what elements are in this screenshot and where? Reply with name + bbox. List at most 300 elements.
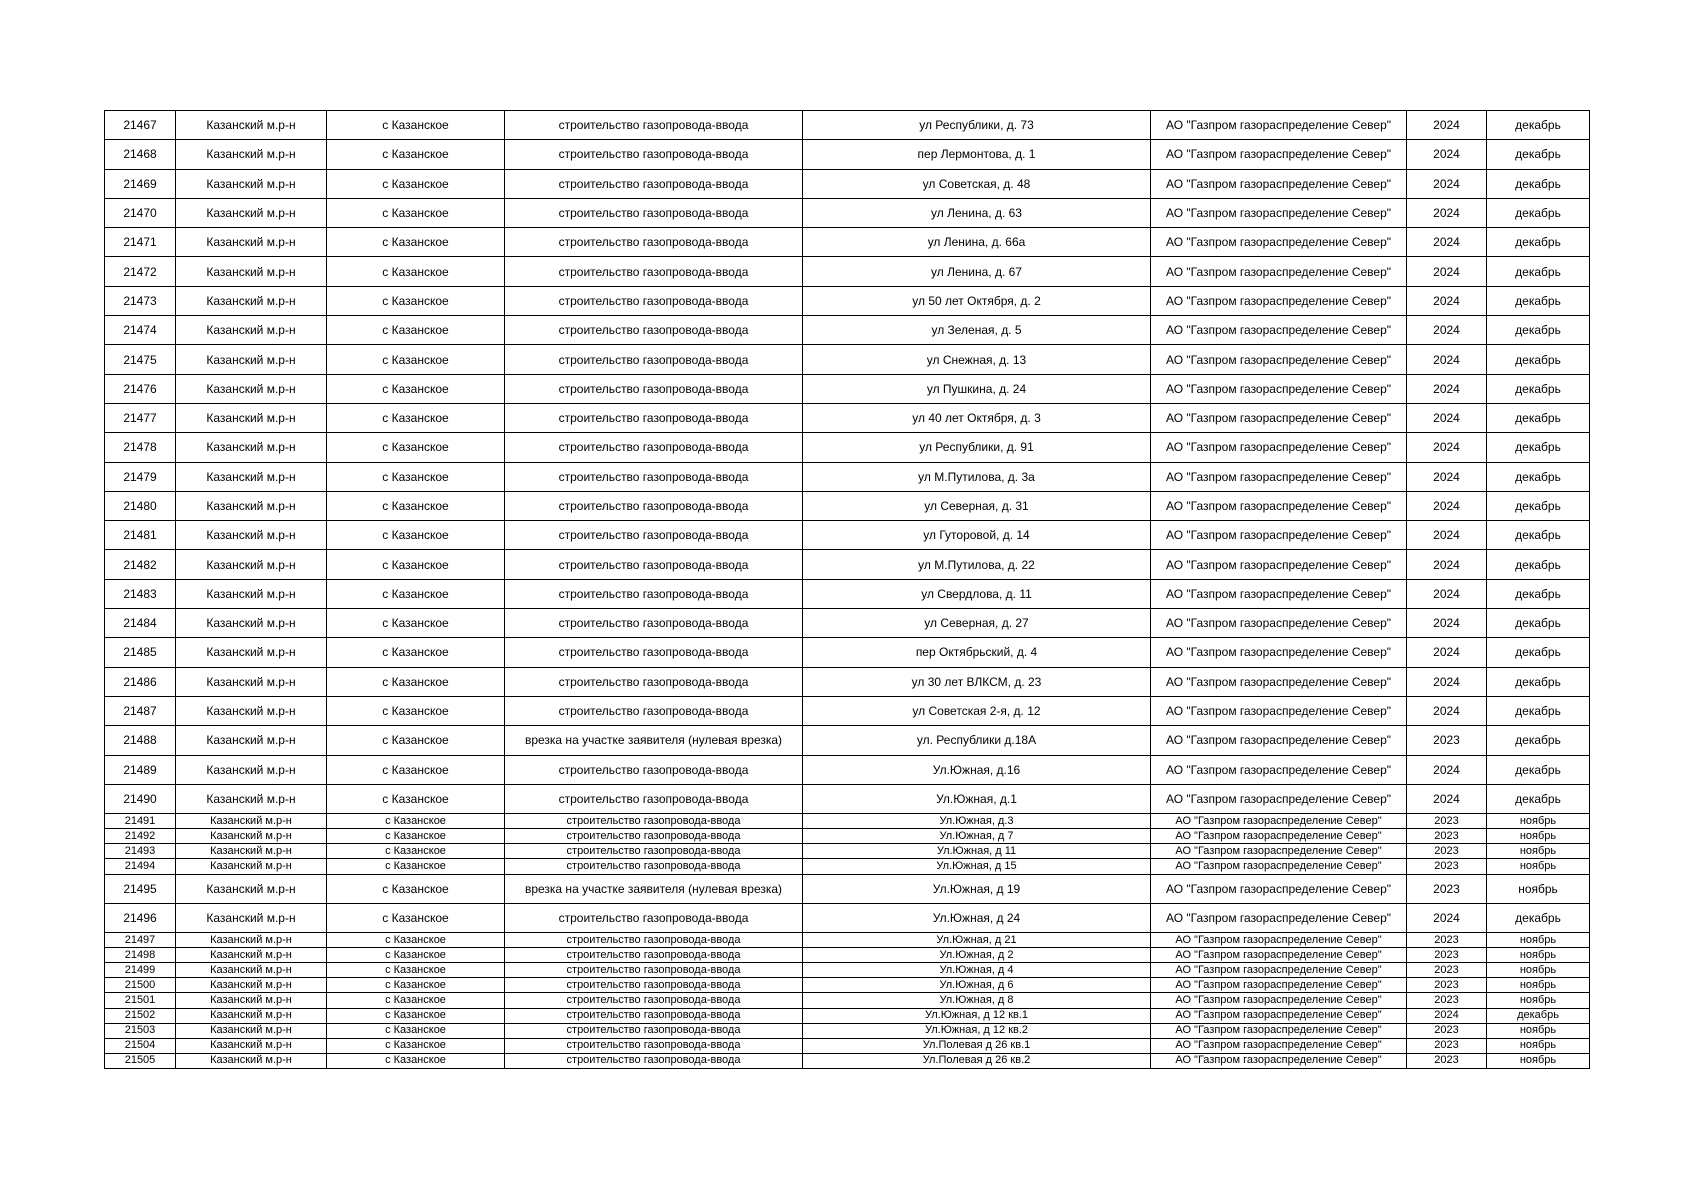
settlement-cell: с Казанское	[327, 316, 505, 345]
row-number-cell: 21478	[105, 433, 176, 462]
row-number-cell: 21504	[105, 1038, 176, 1053]
month-cell: ноябрь	[1487, 948, 1590, 963]
month-cell: ноябрь	[1487, 814, 1590, 829]
work-type-cell: строительство газопровода-ввода	[505, 814, 803, 829]
table-row	[105, 948, 1590, 963]
month-cell: декабрь	[1487, 1008, 1590, 1023]
settlement-cell: с Казанское	[327, 829, 505, 844]
table-row	[105, 667, 1590, 696]
organization-cell: АО "Газпром газораспределение Север"	[1151, 784, 1407, 813]
district-cell: Казанский м.р-н	[176, 1038, 327, 1053]
address-cell: ул Ленина, д. 67	[803, 257, 1151, 286]
settlement-cell: с Казанское	[327, 1053, 505, 1068]
settlement-cell: с Казанское	[327, 784, 505, 813]
year-cell: 2023	[1407, 814, 1487, 829]
organization-cell: АО "Газпром газораспределение Север"	[1151, 978, 1407, 993]
table-row	[105, 978, 1590, 993]
year-cell: 2024	[1407, 550, 1487, 579]
district-cell: Казанский м.р-н	[176, 286, 327, 315]
table-row	[105, 316, 1590, 345]
work-type-cell: строительство газопровода-ввода	[505, 784, 803, 813]
work-type-cell: строительство газопровода-ввода	[505, 1038, 803, 1053]
year-cell: 2024	[1407, 579, 1487, 608]
table-row	[105, 844, 1590, 859]
district-cell: Казанский м.р-н	[176, 609, 327, 638]
year-cell: 2023	[1407, 1038, 1487, 1053]
row-number-cell: 21484	[105, 609, 176, 638]
district-cell: Казанский м.р-н	[176, 228, 327, 257]
address-cell: Ул.Полевая д 26 кв.1	[803, 1038, 1151, 1053]
year-cell: 2023	[1407, 933, 1487, 948]
row-number-cell: 21499	[105, 963, 176, 978]
settlement-cell: с Казанское	[327, 903, 505, 932]
table-row	[105, 403, 1590, 432]
row-number-cell: 21505	[105, 1053, 176, 1068]
table-row	[105, 140, 1590, 169]
settlement-cell: с Казанское	[327, 755, 505, 784]
district-cell: Казанский м.р-н	[176, 1053, 327, 1068]
month-cell: декабрь	[1487, 903, 1590, 932]
year-cell: 2024	[1407, 316, 1487, 345]
table-row	[105, 696, 1590, 725]
row-number-cell: 21476	[105, 374, 176, 403]
settlement-cell: с Казанское	[327, 521, 505, 550]
settlement-cell: с Казанское	[327, 696, 505, 725]
year-cell: 2024	[1407, 198, 1487, 227]
table-row	[105, 521, 1590, 550]
table-row	[105, 814, 1590, 829]
year-cell: 2024	[1407, 374, 1487, 403]
row-number-cell: 21474	[105, 316, 176, 345]
table-row	[105, 963, 1590, 978]
organization-cell: АО "Газпром газораспределение Север"	[1151, 257, 1407, 286]
work-type-cell: строительство газопровода-ввода	[505, 228, 803, 257]
address-cell: Ул.Южная, д 19	[803, 874, 1151, 903]
year-cell: 2023	[1407, 1053, 1487, 1068]
address-cell: Ул.Южная, д 8	[803, 993, 1151, 1008]
district-cell: Казанский м.р-н	[176, 1023, 327, 1038]
organization-cell: АО "Газпром газораспределение Север"	[1151, 462, 1407, 491]
organization-cell: АО "Газпром газораспределение Север"	[1151, 433, 1407, 462]
address-cell: Ул.Южная, д.3	[803, 814, 1151, 829]
district-cell: Казанский м.р-н	[176, 784, 327, 813]
row-number-cell: 21483	[105, 579, 176, 608]
district-cell: Казанский м.р-н	[176, 844, 327, 859]
row-number-cell: 21468	[105, 140, 176, 169]
organization-cell: АО "Газпром газораспределение Север"	[1151, 696, 1407, 725]
month-cell: декабрь	[1487, 726, 1590, 755]
district-cell: Казанский м.р-н	[176, 874, 327, 903]
row-number-cell: 21503	[105, 1023, 176, 1038]
district-cell: Казанский м.р-н	[176, 963, 327, 978]
address-cell: Ул.Южная, д.16	[803, 755, 1151, 784]
month-cell: ноябрь	[1487, 874, 1590, 903]
year-cell: 2023	[1407, 1023, 1487, 1038]
year-cell: 2024	[1407, 111, 1487, 140]
table-row	[105, 198, 1590, 227]
organization-cell: АО "Газпром газораспределение Север"	[1151, 491, 1407, 520]
settlement-cell: с Казанское	[327, 874, 505, 903]
district-cell: Казанский м.р-н	[176, 1008, 327, 1023]
row-number-cell: 21485	[105, 638, 176, 667]
work-type-cell: строительство газопровода-ввода	[505, 696, 803, 725]
district-cell: Казанский м.р-н	[176, 667, 327, 696]
row-number-cell: 21497	[105, 933, 176, 948]
table-row	[105, 374, 1590, 403]
row-number-cell: 21467	[105, 111, 176, 140]
year-cell: 2024	[1407, 755, 1487, 784]
year-cell: 2024	[1407, 169, 1487, 198]
table-row	[105, 111, 1590, 140]
month-cell: ноябрь	[1487, 1053, 1590, 1068]
row-number-cell: 21479	[105, 462, 176, 491]
row-number-cell: 21469	[105, 169, 176, 198]
row-number-cell: 21481	[105, 521, 176, 550]
address-cell: ул М.Путилова, д. 3а	[803, 462, 1151, 491]
settlement-cell: с Казанское	[327, 963, 505, 978]
organization-cell: АО "Газпром газораспределение Север"	[1151, 903, 1407, 932]
settlement-cell: с Казанское	[327, 859, 505, 874]
row-number-cell: 21472	[105, 257, 176, 286]
year-cell: 2024	[1407, 903, 1487, 932]
settlement-cell: с Казанское	[327, 726, 505, 755]
row-number-cell: 21471	[105, 228, 176, 257]
address-cell: Ул.Южная, д 11	[803, 844, 1151, 859]
work-type-cell: строительство газопровода-ввода	[505, 993, 803, 1008]
table-row	[105, 755, 1590, 784]
address-cell: ул 30 лет ВЛКСМ, д. 23	[803, 667, 1151, 696]
month-cell: декабрь	[1487, 286, 1590, 315]
work-type-cell: строительство газопровода-ввода	[505, 829, 803, 844]
settlement-cell: с Казанское	[327, 993, 505, 1008]
month-cell: декабрь	[1487, 140, 1590, 169]
settlement-cell: с Казанское	[327, 948, 505, 963]
month-cell: декабрь	[1487, 374, 1590, 403]
organization-cell: АО "Газпром газораспределение Север"	[1151, 521, 1407, 550]
organization-cell: АО "Газпром газораспределение Север"	[1151, 1053, 1407, 1068]
district-cell: Казанский м.р-н	[176, 993, 327, 1008]
district-cell: Казанский м.р-н	[176, 257, 327, 286]
year-cell: 2024	[1407, 228, 1487, 257]
work-type-cell: строительство газопровода-ввода	[505, 978, 803, 993]
row-number-cell: 21498	[105, 948, 176, 963]
table-row	[105, 829, 1590, 844]
row-number-cell: 21502	[105, 1008, 176, 1023]
year-cell: 2024	[1407, 345, 1487, 374]
year-cell: 2024	[1407, 784, 1487, 813]
district-cell: Казанский м.р-н	[176, 140, 327, 169]
table-row	[105, 462, 1590, 491]
settlement-cell: с Казанское	[327, 169, 505, 198]
address-cell: Ул.Южная, д 12 кв.1	[803, 1008, 1151, 1023]
table-row	[105, 1008, 1590, 1023]
work-type-cell: врезка на участке заявителя (нулевая врезка)	[505, 726, 803, 755]
month-cell: декабрь	[1487, 755, 1590, 784]
row-number-cell: 21491	[105, 814, 176, 829]
month-cell: декабрь	[1487, 638, 1590, 667]
year-cell: 2024	[1407, 433, 1487, 462]
work-type-cell: строительство газопровода-ввода	[505, 638, 803, 667]
work-type-cell: строительство газопровода-ввода	[505, 198, 803, 227]
row-number-cell: 21500	[105, 978, 176, 993]
organization-cell: АО "Газпром газораспределение Север"	[1151, 550, 1407, 579]
table-row	[105, 169, 1590, 198]
district-cell: Казанский м.р-н	[176, 403, 327, 432]
month-cell: ноябрь	[1487, 1038, 1590, 1053]
settlement-cell: с Казанское	[327, 491, 505, 520]
month-cell: декабрь	[1487, 667, 1590, 696]
organization-cell: АО "Газпром газораспределение Север"	[1151, 638, 1407, 667]
settlement-cell: с Казанское	[327, 374, 505, 403]
row-number-cell: 21496	[105, 903, 176, 932]
work-type-cell: строительство газопровода-ввода	[505, 316, 803, 345]
organization-cell: АО "Газпром газораспределение Север"	[1151, 345, 1407, 374]
year-cell: 2024	[1407, 403, 1487, 432]
table-row	[105, 859, 1590, 874]
month-cell: декабрь	[1487, 462, 1590, 491]
month-cell: декабрь	[1487, 609, 1590, 638]
settlement-cell: с Казанское	[327, 286, 505, 315]
settlement-cell: с Казанское	[327, 1008, 505, 1023]
organization-cell: АО "Газпром газораспределение Север"	[1151, 579, 1407, 608]
table-row	[105, 874, 1590, 903]
work-type-cell: строительство газопровода-ввода	[505, 859, 803, 874]
address-cell: Ул.Южная, д 7	[803, 829, 1151, 844]
organization-cell: АО "Газпром газораспределение Север"	[1151, 1038, 1407, 1053]
year-cell: 2023	[1407, 978, 1487, 993]
month-cell: декабрь	[1487, 316, 1590, 345]
month-cell: декабрь	[1487, 696, 1590, 725]
work-type-cell: строительство газопровода-ввода	[505, 755, 803, 784]
district-cell: Казанский м.р-н	[176, 859, 327, 874]
year-cell: 2023	[1407, 844, 1487, 859]
year-cell: 2023	[1407, 993, 1487, 1008]
address-cell: Ул.Полевая д 26 кв.2	[803, 1053, 1151, 1068]
organization-cell: АО "Газпром газораспределение Север"	[1151, 403, 1407, 432]
work-type-cell: строительство газопровода-ввода	[505, 111, 803, 140]
month-cell: декабрь	[1487, 491, 1590, 520]
district-cell: Казанский м.р-н	[176, 198, 327, 227]
row-number-cell: 21493	[105, 844, 176, 859]
table-row	[105, 257, 1590, 286]
settlement-cell: с Казанское	[327, 550, 505, 579]
year-cell: 2024	[1407, 140, 1487, 169]
settlement-cell: с Казанское	[327, 1038, 505, 1053]
row-number-cell: 21495	[105, 874, 176, 903]
table-row	[105, 228, 1590, 257]
address-cell: ул Ленина, д. 66а	[803, 228, 1151, 257]
table-body	[105, 111, 1590, 1069]
address-cell: ул Советская 2-я, д. 12	[803, 696, 1151, 725]
address-cell: ул Пушкина, д. 24	[803, 374, 1151, 403]
row-number-cell: 21477	[105, 403, 176, 432]
month-cell: декабрь	[1487, 403, 1590, 432]
address-cell: Ул.Южная, д 15	[803, 859, 1151, 874]
work-type-cell: строительство газопровода-ввода	[505, 462, 803, 491]
settlement-cell: с Казанское	[327, 257, 505, 286]
settlement-cell: с Казанское	[327, 933, 505, 948]
year-cell: 2024	[1407, 491, 1487, 520]
work-type-cell: строительство газопровода-ввода	[505, 491, 803, 520]
work-type-cell: строительство газопровода-ввода	[505, 433, 803, 462]
settlement-cell: с Казанское	[327, 844, 505, 859]
address-cell: Ул.Южная, д.1	[803, 784, 1151, 813]
address-cell: Ул.Южная, д 12 кв.2	[803, 1023, 1151, 1038]
district-cell: Казанский м.р-н	[176, 638, 327, 667]
address-cell: ул Зеленая, д. 5	[803, 316, 1151, 345]
month-cell: ноябрь	[1487, 978, 1590, 993]
year-cell: 2024	[1407, 696, 1487, 725]
address-cell: ул. Республики д.18А	[803, 726, 1151, 755]
year-cell: 2024	[1407, 286, 1487, 315]
row-number-cell: 21494	[105, 859, 176, 874]
month-cell: декабрь	[1487, 198, 1590, 227]
settlement-cell: с Казанское	[327, 345, 505, 374]
organization-cell: АО "Газпром газораспределение Север"	[1151, 198, 1407, 227]
month-cell: декабрь	[1487, 550, 1590, 579]
month-cell: ноябрь	[1487, 829, 1590, 844]
month-cell: декабрь	[1487, 228, 1590, 257]
month-cell: ноябрь	[1487, 1023, 1590, 1038]
settlement-cell: с Казанское	[327, 667, 505, 696]
table-row	[105, 726, 1590, 755]
year-cell: 2024	[1407, 462, 1487, 491]
table-row	[105, 609, 1590, 638]
settlement-cell: с Казанское	[327, 462, 505, 491]
month-cell: декабрь	[1487, 345, 1590, 374]
organization-cell: АО "Газпром газораспределение Север"	[1151, 111, 1407, 140]
organization-cell: АО "Газпром газораспределение Север"	[1151, 859, 1407, 874]
work-type-cell: врезка на участке заявителя (нулевая врезка)	[505, 874, 803, 903]
work-type-cell: строительство газопровода-ввода	[505, 948, 803, 963]
work-type-cell: строительство газопровода-ввода	[505, 403, 803, 432]
row-number-cell: 21480	[105, 491, 176, 520]
work-type-cell: строительство газопровода-ввода	[505, 1023, 803, 1038]
work-type-cell: строительство газопровода-ввода	[505, 667, 803, 696]
settlement-cell: с Казанское	[327, 579, 505, 608]
table-row	[105, 903, 1590, 932]
work-type-cell: строительство газопровода-ввода	[505, 550, 803, 579]
table-row	[105, 550, 1590, 579]
month-cell: декабрь	[1487, 111, 1590, 140]
district-cell: Казанский м.р-н	[176, 169, 327, 198]
organization-cell: АО "Газпром газораспределение Север"	[1151, 993, 1407, 1008]
month-cell: декабрь	[1487, 169, 1590, 198]
year-cell: 2023	[1407, 963, 1487, 978]
month-cell: декабрь	[1487, 784, 1590, 813]
year-cell: 2023	[1407, 948, 1487, 963]
address-cell: ул Северная, д. 31	[803, 491, 1151, 520]
district-cell: Казанский м.р-н	[176, 903, 327, 932]
table-row	[105, 1038, 1590, 1053]
organization-cell: АО "Газпром газораспределение Север"	[1151, 814, 1407, 829]
year-cell: 2024	[1407, 257, 1487, 286]
district-cell: Казанский м.р-н	[176, 111, 327, 140]
district-cell: Казанский м.р-н	[176, 829, 327, 844]
organization-cell: АО "Газпром газораспределение Север"	[1151, 316, 1407, 345]
year-cell: 2023	[1407, 829, 1487, 844]
year-cell: 2024	[1407, 1008, 1487, 1023]
address-cell: ул 40 лет Октября, д. 3	[803, 403, 1151, 432]
row-number-cell: 21492	[105, 829, 176, 844]
table-row	[105, 784, 1590, 813]
table-row	[105, 933, 1590, 948]
organization-cell: АО "Газпром газораспределение Север"	[1151, 755, 1407, 784]
settlement-cell: с Казанское	[327, 433, 505, 462]
address-cell: ул Северная, д. 27	[803, 609, 1151, 638]
district-cell: Казанский м.р-н	[176, 933, 327, 948]
settlement-cell: с Казанское	[327, 403, 505, 432]
district-cell: Казанский м.р-н	[176, 491, 327, 520]
month-cell: ноябрь	[1487, 844, 1590, 859]
register-table	[104, 110, 1590, 1069]
row-number-cell: 21490	[105, 784, 176, 813]
month-cell: ноябрь	[1487, 963, 1590, 978]
district-cell: Казанский м.р-н	[176, 978, 327, 993]
settlement-cell: с Казанское	[327, 638, 505, 667]
district-cell: Казанский м.р-н	[176, 374, 327, 403]
year-cell: 2023	[1407, 874, 1487, 903]
organization-cell: АО "Газпром газораспределение Север"	[1151, 844, 1407, 859]
table-row	[105, 345, 1590, 374]
organization-cell: АО "Газпром газораспределение Север"	[1151, 140, 1407, 169]
district-cell: Казанский м.р-н	[176, 814, 327, 829]
row-number-cell: 21488	[105, 726, 176, 755]
address-cell: пер Октябрьский, д. 4	[803, 638, 1151, 667]
address-cell: ул 50 лет Октября, д. 2	[803, 286, 1151, 315]
organization-cell: АО "Газпром газораспределение Север"	[1151, 948, 1407, 963]
year-cell: 2023	[1407, 726, 1487, 755]
address-cell: пер Лермонтова, д. 1	[803, 140, 1151, 169]
year-cell: 2023	[1407, 859, 1487, 874]
row-number-cell: 21501	[105, 993, 176, 1008]
work-type-cell: строительство газопровода-ввода	[505, 521, 803, 550]
table-row	[105, 433, 1590, 462]
row-number-cell: 21475	[105, 345, 176, 374]
row-number-cell: 21473	[105, 286, 176, 315]
organization-cell: АО "Газпром газораспределение Север"	[1151, 963, 1407, 978]
organization-cell: АО "Газпром газораспределение Север"	[1151, 1008, 1407, 1023]
row-number-cell: 21487	[105, 696, 176, 725]
district-cell: Казанский м.р-н	[176, 550, 327, 579]
work-type-cell: строительство газопровода-ввода	[505, 140, 803, 169]
district-cell: Казанский м.р-н	[176, 948, 327, 963]
settlement-cell: с Казанское	[327, 140, 505, 169]
row-number-cell: 21489	[105, 755, 176, 784]
address-cell: Ул.Южная, д 24	[803, 903, 1151, 932]
district-cell: Казанский м.р-н	[176, 345, 327, 374]
organization-cell: АО "Газпром газораспределение Север"	[1151, 374, 1407, 403]
organization-cell: АО "Газпром газораспределение Север"	[1151, 874, 1407, 903]
organization-cell: АО "Газпром газораспределение Север"	[1151, 609, 1407, 638]
work-type-cell: строительство газопровода-ввода	[505, 963, 803, 978]
month-cell: декабрь	[1487, 257, 1590, 286]
district-cell: Казанский м.р-н	[176, 521, 327, 550]
district-cell: Казанский м.р-н	[176, 726, 327, 755]
work-type-cell: строительство газопровода-ввода	[505, 286, 803, 315]
work-type-cell: строительство газопровода-ввода	[505, 1008, 803, 1023]
district-cell: Казанский м.р-н	[176, 755, 327, 784]
address-cell: ул Ленина, д. 63	[803, 198, 1151, 227]
work-type-cell: строительство газопровода-ввода	[505, 579, 803, 608]
address-cell: Ул.Южная, д 21	[803, 933, 1151, 948]
work-type-cell: строительство газопровода-ввода	[505, 257, 803, 286]
month-cell: ноябрь	[1487, 859, 1590, 874]
year-cell: 2024	[1407, 609, 1487, 638]
organization-cell: АО "Газпром газораспределение Север"	[1151, 829, 1407, 844]
month-cell: декабрь	[1487, 433, 1590, 462]
work-type-cell: строительство газопровода-ввода	[505, 844, 803, 859]
